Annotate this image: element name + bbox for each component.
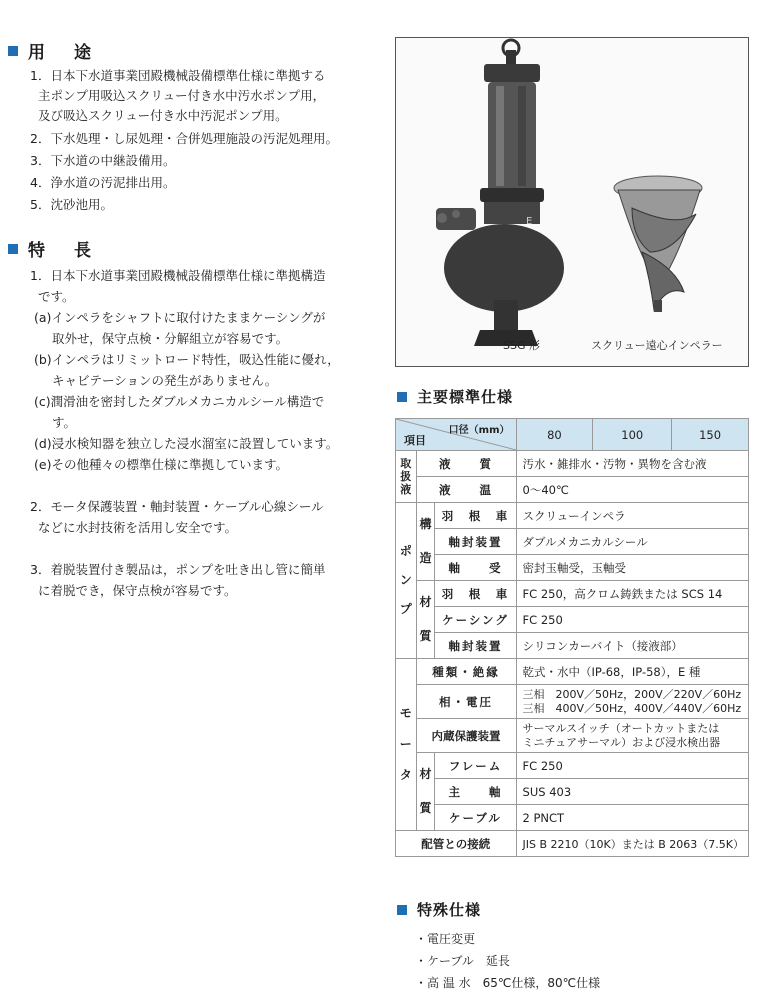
protect-value bbox=[516, 719, 748, 753]
feature-line: 2．モータ保護装置・軸封装置・ケーブル心線シール bbox=[30, 499, 324, 514]
features-title: 特 長 bbox=[28, 241, 97, 261]
photo-caption-impeller: スクリュー遠心インペラー bbox=[591, 339, 723, 352]
usage-heading bbox=[8, 38, 97, 63]
heading-square-icon bbox=[397, 905, 407, 915]
table-row bbox=[396, 503, 749, 529]
phase-line-1: 三相 200V／50Hz，200V／220V／60Hz bbox=[522, 687, 742, 701]
table-row bbox=[396, 685, 749, 719]
size-80: 80 bbox=[516, 419, 593, 451]
special-item-2: ・ケーブル 延長 bbox=[415, 954, 510, 968]
table-row bbox=[396, 831, 749, 857]
cable-value: 2 PNCT bbox=[516, 805, 748, 831]
table-row bbox=[396, 805, 749, 831]
impeller-value: スクリューインペラ bbox=[516, 503, 748, 529]
spec-heading bbox=[397, 386, 513, 407]
bearing-label: 軸 受 bbox=[435, 555, 516, 581]
pipe-label: 配管との接続 bbox=[396, 831, 517, 857]
structure-subcategory: 構 造 bbox=[416, 503, 435, 581]
impeller-label: 羽 根 車 bbox=[435, 503, 516, 529]
phase-label: 相・電圧 bbox=[416, 685, 516, 719]
table-row bbox=[396, 529, 749, 555]
spec-title: 主要標準仕様 bbox=[417, 388, 514, 406]
shaft-label: 主 軸 bbox=[435, 779, 516, 805]
table-row bbox=[396, 607, 749, 633]
usage-title: 用 途 bbox=[28, 43, 97, 63]
usage-item-1: 1．日本下水道事業団殿機械設備標準仕様に準拠する bbox=[30, 68, 326, 83]
frame-label: フレーム bbox=[435, 753, 516, 779]
feature-line: (a)インペラをシャフトに取付けたままケーシングが bbox=[34, 310, 326, 325]
table-row bbox=[396, 477, 749, 503]
table-row bbox=[396, 555, 749, 581]
screw-impeller-image bbox=[614, 176, 702, 312]
feature-line: キャビテーションの発生がありません。 bbox=[52, 373, 278, 388]
header-diagonal-cell bbox=[396, 419, 517, 451]
usage-item-1-cont2: 及び吸込スクリュー付き水中汚泥ポンプ用。 bbox=[38, 108, 288, 123]
pump-category: ポ ン プ bbox=[396, 503, 417, 659]
feature-line: (c)潤滑油を密封したダブルメカニカルシール構造で bbox=[34, 394, 325, 409]
seal-label: 軸封装置 bbox=[435, 529, 516, 555]
table-row bbox=[396, 659, 749, 685]
usage-item-5: 5．沈砂池用。 bbox=[30, 197, 113, 212]
casing-label: ケーシング bbox=[435, 607, 516, 633]
liquid-temp-value: 0～40℃ bbox=[516, 477, 748, 503]
size-150: 150 bbox=[672, 419, 749, 451]
heading-square-icon bbox=[8, 244, 18, 254]
liquid-category: 取扱液 bbox=[396, 451, 417, 503]
photo-caption-ssg: SSG 形 bbox=[503, 339, 540, 352]
material-seal-value: シリコンカーバイト（接液部） bbox=[516, 633, 748, 659]
cable-label: ケーブル bbox=[435, 805, 516, 831]
liquid-temp-label: 液 温 bbox=[416, 477, 516, 503]
product-photo bbox=[395, 37, 749, 367]
material-impeller-label: 羽 根 車 bbox=[435, 581, 516, 607]
special-item-3: ・高 温 水 65℃仕様，80℃仕様 bbox=[415, 976, 601, 990]
feature-line: す。 bbox=[52, 415, 77, 430]
feature-line: です。 bbox=[38, 289, 75, 304]
liquid-quality-label: 液 質 bbox=[416, 451, 516, 477]
seal-value: ダブルメカニカルシール bbox=[516, 529, 748, 555]
special-item-1: ・電圧変更 bbox=[415, 932, 476, 946]
usage-item-1-cont: 主ポンプ用吸込スクリュー付き水中汚水ポンプ用， bbox=[38, 88, 326, 103]
table-row bbox=[396, 581, 749, 607]
spec-header-row bbox=[396, 419, 749, 451]
feature-line: などに水封技術を活用し安全です。 bbox=[38, 520, 238, 535]
table-row bbox=[396, 753, 749, 779]
protect-line-2: ミニチュアサーマル）および浸水検出器 bbox=[522, 735, 721, 749]
header-item-label: 項目 bbox=[404, 434, 426, 447]
shaft-value: SUS 403 bbox=[516, 779, 748, 805]
table-row bbox=[396, 451, 749, 477]
phase-value bbox=[516, 685, 748, 719]
usage-item-4: 4．浄水道の汚泥排出用。 bbox=[30, 175, 176, 190]
motor-material-subcategory: 材 質 bbox=[416, 753, 435, 831]
kind-label: 種類・絶縁 bbox=[416, 659, 516, 685]
table-row bbox=[396, 779, 749, 805]
phase-line-2: 三相 400V／50Hz，400V／440V／60Hz bbox=[522, 701, 742, 715]
table-row bbox=[396, 633, 749, 659]
heading-square-icon bbox=[397, 392, 407, 402]
features-heading bbox=[8, 236, 97, 261]
kind-value: 乾式・水中（IP-68，IP-58），E 種 bbox=[516, 659, 748, 685]
svg-text:E: E bbox=[526, 216, 533, 227]
header-bore-label: 口径（mm） bbox=[448, 425, 510, 436]
special-heading bbox=[397, 899, 481, 920]
bearing-value: 密封玉軸受，玉軸受 bbox=[516, 555, 748, 581]
pipe-value: JIS B 2210（10K）または B 2063（7.5K） bbox=[516, 831, 748, 857]
pump-illustration bbox=[396, 38, 748, 366]
feature-line: 取外せ，保守点検・分解組立が容易です。 bbox=[52, 331, 289, 346]
special-title: 特殊仕様 bbox=[417, 901, 482, 919]
feature-line: 3．着脱装置付き製品は，ポンプを吐き出し管に簡単 bbox=[30, 562, 326, 577]
protect-line-1: サーマルスイッチ（オートカットまたは bbox=[522, 721, 720, 735]
usage-item-2: 2．下水処理・し尿処理・合併処理施設の汚泥処理用。 bbox=[30, 131, 338, 146]
material-subcategory: 材 質 bbox=[416, 581, 435, 659]
liquid-quality-value: 汚水・雑排水・汚物・異物を含む液 bbox=[516, 451, 748, 477]
casing-value: FC 250 bbox=[516, 607, 748, 633]
protect-label: 内蔵保護装置 bbox=[416, 719, 516, 753]
spec-table bbox=[395, 418, 749, 857]
motor-category: モ ー タ bbox=[396, 659, 417, 831]
feature-line: 1．日本下水道事業団殿機械設備標準仕様に準拠構造 bbox=[30, 268, 326, 283]
feature-line: (d)浸水検知器を独立した浸水溜室に設置しています。 bbox=[34, 436, 339, 451]
feature-line: に着脱でき，保守点検が容易です。 bbox=[38, 583, 237, 598]
size-100: 100 bbox=[593, 419, 672, 451]
material-seal-label: 軸封装置 bbox=[435, 633, 516, 659]
submersible-pump-image bbox=[436, 40, 564, 346]
material-impeller-value: FC 250，高クロム鋳鉄または SCS 14 bbox=[516, 581, 748, 607]
feature-line: (b)インペラはリミットロード特性，吸込性能に優れ， bbox=[34, 352, 340, 367]
table-row bbox=[396, 719, 749, 753]
heading-square-icon bbox=[8, 46, 18, 56]
usage-item-3: 3．下水道の中継設備用。 bbox=[30, 153, 176, 168]
frame-value: FC 250 bbox=[516, 753, 748, 779]
feature-line: (e)その他種々の標準仕様に準拠しています。 bbox=[34, 457, 288, 472]
